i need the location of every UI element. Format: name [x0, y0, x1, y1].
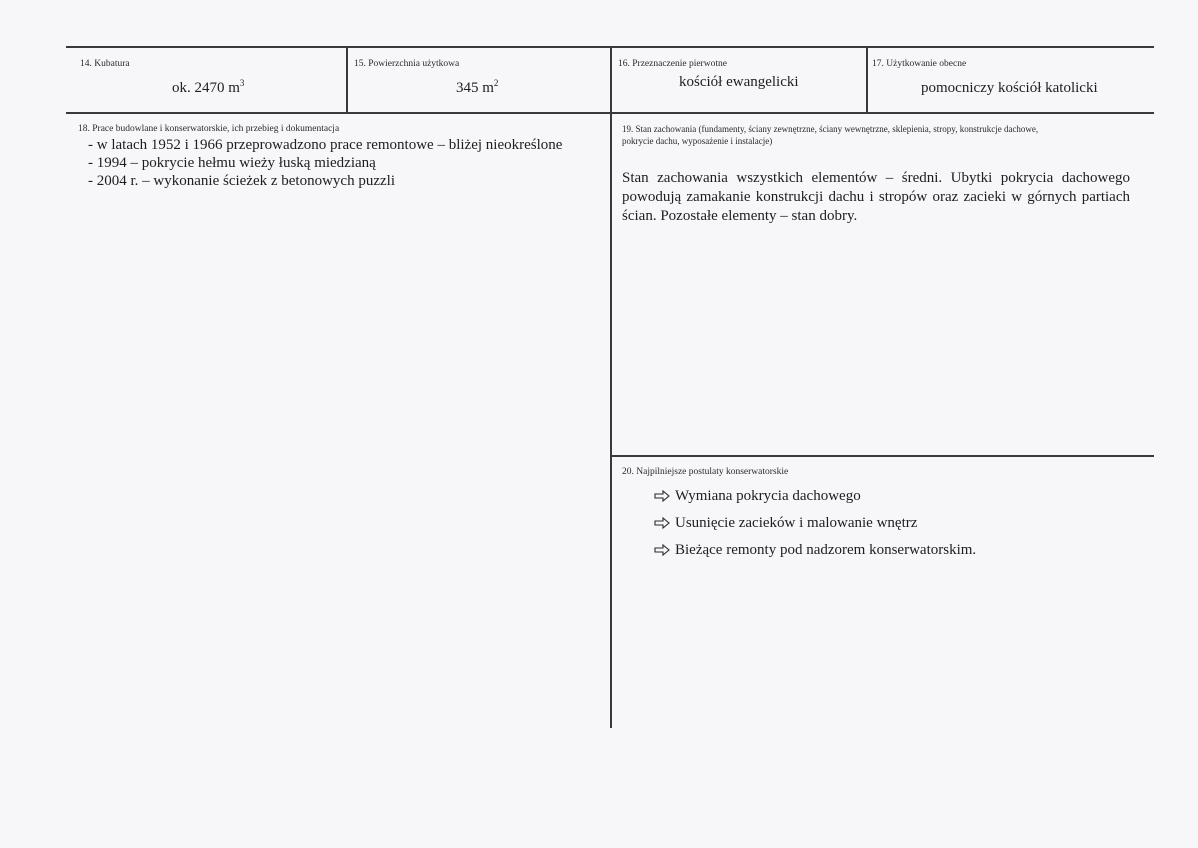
divider-16-17 [866, 46, 868, 113]
arrow-right-icon [654, 490, 670, 502]
field-label-powierzchnia: 15. Powierzchnia użytkowa [354, 59, 460, 69]
field-label-kubatura: 14. Kubatura [80, 59, 130, 69]
arrow-right-icon [654, 544, 670, 556]
field-label-przeznaczenie: 16. Przeznaczenie pierwotne [618, 59, 727, 69]
section-label-prace: 18. Prace budowlane i konserwatorskie, ich przebieg i dokumentacja [78, 124, 340, 134]
section-label-stan-line2: pokrycie dachu, wyposażenie i instalacje) [622, 136, 773, 146]
field-value-kubatura: ok. 2470 $m^3$ [172, 78, 245, 96]
field-value-powierzchnia: 345 $m^2$ [456, 78, 499, 96]
center-divider-line [610, 46, 612, 728]
field-value-uzytkowanie: pomocniczy kościół katolicki [921, 80, 1098, 96]
list-item: Bieżące remonty pod nadzorem konserwatorskim. [675, 542, 977, 558]
list-item: - w latach 1952 i 1966 przeprowadzono prace remontowe – bliżej nieokreślone [88, 137, 563, 153]
stan-description: Stan zachowania wszystkich elementów – średni. Ubytki pokrycia dachowego powodują zamakanie konstrukcji dachu i stropów oraz zacieki w górnych partiach ścian. Pozostałe elementy – stan dobry. [622, 170, 1130, 224]
field-value-przeznaczenie: kościół ewangelicki [679, 74, 799, 90]
section-20-top-line [611, 455, 1154, 457]
section-label-stan-line1: 19. Stan zachowania (fundamenty, ściany zewnętrzne, ściany wewnętrzne, sklepienia, stropy, konstrukcje dachowe, [622, 124, 1039, 134]
list-item: - 2004 r. – wykonanie ścieżek z betonowych puzzli [88, 173, 395, 189]
divider-14-15 [346, 46, 348, 113]
section-label-postulaty: 20. Najpilniejsze postulaty konserwatorskie [622, 467, 789, 477]
field-label-uzytkowanie: 17. Użytkowanie obecne [872, 59, 967, 69]
list-item: Usunięcie zacieków i malowanie wnętrz [675, 515, 918, 531]
list-item: - 1994 – pokrycie hełmu wieży łuską miedzianą [88, 155, 376, 171]
arrow-right-icon [654, 517, 670, 529]
list-item: Wymiana pokrycia dachowego [675, 488, 861, 504]
